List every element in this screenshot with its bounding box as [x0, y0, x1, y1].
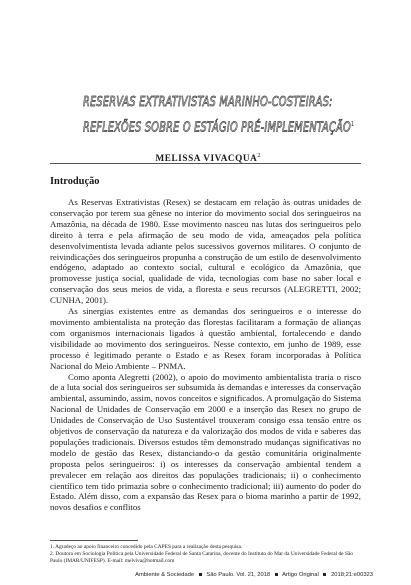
author-name-text: MELISSA VIVACQUA [155, 153, 258, 164]
footnote-divider [50, 540, 138, 541]
separator-square-icon [199, 573, 202, 576]
footnote-item: 1. Agradeço ao apoio financeiro concedido pela CAPES para a realização desta pesquisa. [50, 544, 243, 550]
journal-article-id: 2018;21:e00323 [331, 572, 373, 578]
section-heading: Introdução [50, 176, 100, 187]
body-paragraph: Como aponta Alegretti (2002), o apoio do movimento ambientalista traria o risco de a luta social dos seringueiros ser subsumida às demandas e interesses da conservação ambiental, assumindo, assim, novos conceitos e significados. A promulgação do Sistema Nacional de Unidades de Conservação em 2000 e a inserção das Resex no grupo de Unidades de Conservação de Uso Sustentável trouxeram consigo essa tensão entre os objetivos de conservação da natureza e da valorização dos modos de vida e saberes das populações tradicionais. Diversos estudos têm demonstrado mudanças significativas no modelo de gestão das Resex, distanciando-o da gestão comunitária originalmente proposta pelos seringueiros: i) os interesses da conservação ambiental tendem a prevalecer em relação aos direitos das populações tradicionais; ii) o conhecimento científico tem tido primazia sobre o conhecimento tradicional; iii) aumento do poder do Estado. Além disso, com a expansão das Resex para o bioma marinho a partir de 1992, novos desafios e conflitos [50, 371, 361, 513]
journal-article-type: Artigo Original [282, 572, 319, 578]
author-divider [50, 163, 361, 164]
body-paragraph: As sinergias existentes entre as demandas dos seringueiros e o interesse do movimento ambientalista na proteção das florestas facilitaram a formação de alianças com organismos internacionais ligados à questão ambiental, fortalecendo e dando visibilidade ao movimento dos seringueiros. Nesse contexto, em junho de 1989, esse processo é legitimado perante o Estado e as Resex foram incorporadas à Política Nacional do Meio Ambiente – PNMA. [50, 306, 361, 371]
footnotes [50, 544, 361, 565]
body-paragraph: As Reservas Extrativistas (Resex) se destacam em relação às outras unidades de conservação por terem sua gênese no interior do movimento social dos seringueiros na Amazônia, na década de 1980. Esse movimento nasceu nas lutas dos seringueiros pelo direito à terra e pela afirmação de seu modo de vida, ameaçados pela política desenvolvimentista levada adiante pelos sucessivos governos militares. O conjunto de reivindicações dos seringueiros propunha a construção de um estilo de desenvolvimento endógeno, adaptado ao contexto social, cultural e ecológico da Amazônia, que promovesse justiça social, qualidade de vida, tecnologias com base no saber local e conservação dos seus meios de vida, a floresta e seus recursos (ALEGRETTI, 2002; CUNHA, 2001). [50, 197, 361, 306]
article-body [50, 197, 361, 513]
title-footnote-marker[interactable]: 1 [350, 120, 355, 128]
author-footnote-marker[interactable]: 2 [257, 153, 261, 159]
article-title-line-2 [83, 120, 355, 136]
separator-square-icon [323, 573, 326, 576]
separator-square-icon [275, 573, 278, 576]
author-name [155, 153, 261, 163]
journal-place-volume: São Paulo. Vol. 21, 2018 [206, 572, 271, 578]
footnote-item: 2. Doutora em Sociologia Política pela Universidade Federal de Santa Catarina, docente do Instituto do Mar da Universidade Federal de São Paulo (IMAR/UNIFESP). E-mail: melviva@hotmail.com [50, 551, 353, 564]
article-title-line-1: RESERVAS EXTRATIVISTAS MARINHO-COSTEIRAS: [83, 95, 333, 110]
article-title-line-2-text: REFLEXÕES SOBRE O ESTÁGIO PRÉ-IMPLEMENTAÇÃO [83, 120, 351, 136]
journal-footer [135, 572, 373, 578]
journal-name: Ambiente & Sociedade [135, 572, 195, 578]
